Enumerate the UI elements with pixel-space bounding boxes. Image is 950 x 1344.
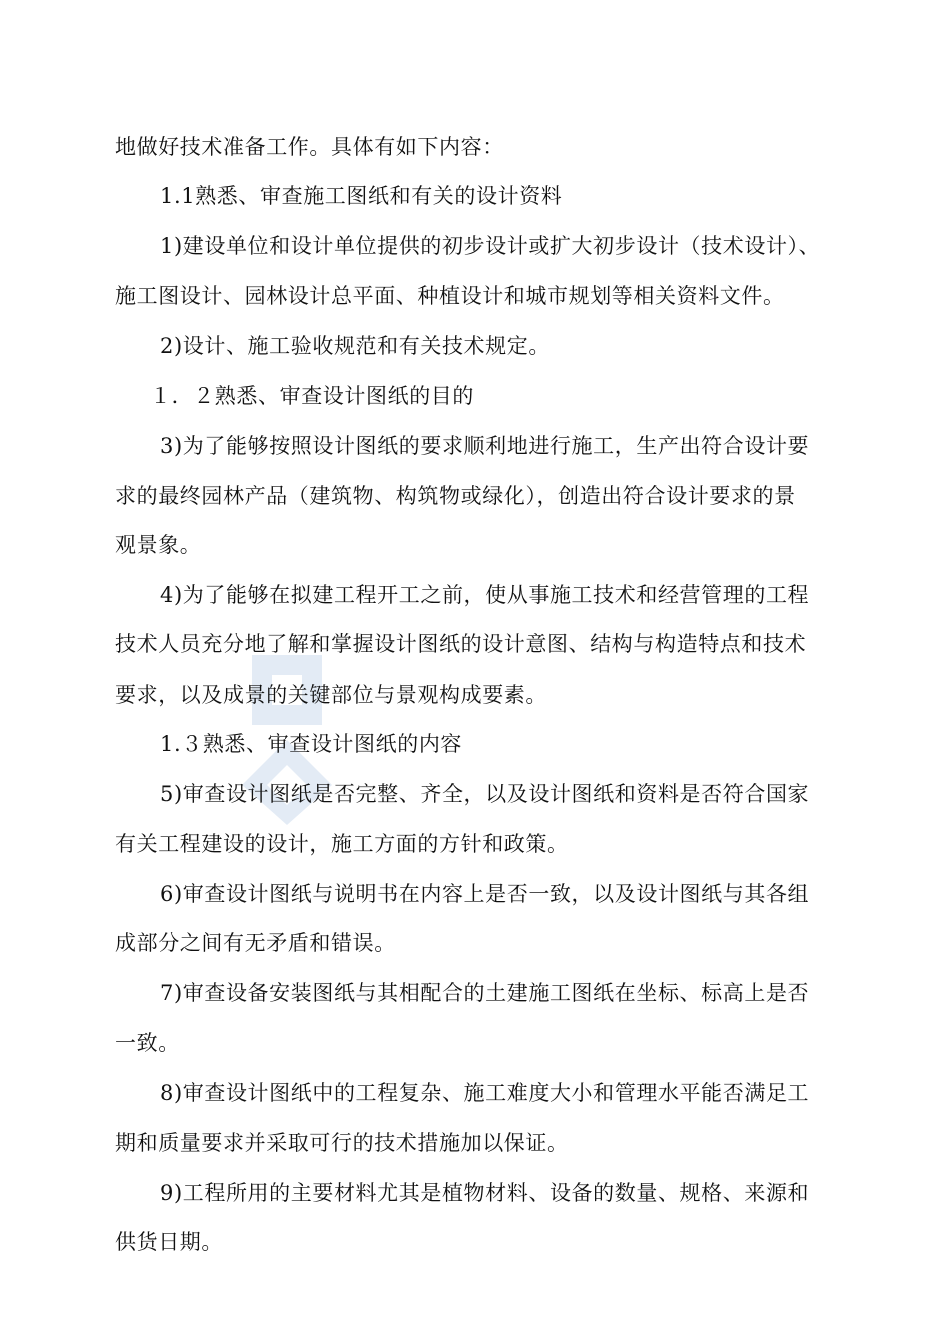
text-line: 成部分之间有无矛盾和错误。	[115, 931, 396, 955]
text-line: 施工图设计、园林设计总平面、种植设计和城市规划等相关资料文件。	[115, 284, 785, 308]
text-line: 期和质量要求并采取可行的技术措施加以保证。	[115, 1131, 569, 1155]
text-line: 一致。	[115, 1031, 180, 1055]
text-line: 技术人员充分地了解和掌握设计图纸的设计意图、结构与构造特点和技术	[115, 632, 807, 656]
text-line: 8)审查设计图纸中的工程复杂、施工难度大小和管理水平能否满足工	[160, 1081, 810, 1105]
text-line: 4)为了能够在拟建工程开工之前，使从事施工技术和经营管理的工程	[160, 583, 810, 607]
text-line: 地做好技术准备工作。具体有如下内容：	[115, 135, 504, 159]
text-line: 要求，以及成景的关键部位与景观构成要素。	[115, 683, 547, 707]
text-line: 5)审查设计图纸是否完整、齐全，以及设计图纸和资料是否符合国家	[160, 782, 810, 806]
text-line: 供货日期。	[115, 1230, 223, 1254]
text-line: 观景象。	[115, 533, 202, 557]
text-line: 求的最终园林产品（建筑物、构筑物或绿化），创造出符合设计要求的景	[115, 484, 796, 508]
text-line: 3)为了能够按照设计图纸的要求顺利地进行施工，生产出符合设计要	[160, 434, 810, 458]
text-line: 6)审查设计图纸与说明书在内容上是否一致，以及设计图纸与其各组	[160, 882, 810, 906]
section-heading: 1.３熟悉、审查设计图纸的内容	[160, 732, 463, 756]
text-line: 有关工程建设的设计，施工方面的方针和政策。	[115, 832, 569, 856]
section-heading: 1.1熟悉、审查施工图纸和有关的设计资料	[160, 184, 563, 208]
text-line: 2)设计、施工验收规范和有关技术规定。	[160, 334, 550, 358]
text-line: 9)工程所用的主要材料尤其是植物材料、设备的数量、规格、来源和	[160, 1181, 810, 1205]
text-line: 1)建设单位和设计单位提供的初步设计或扩大初步设计（技术设计）、	[160, 234, 821, 258]
text-line: 7)审查设备安装图纸与其相配合的土建施工图纸在坐标、标高上是否	[160, 981, 810, 1005]
section-heading: １．２熟悉、审查设计图纸的目的	[150, 384, 474, 408]
